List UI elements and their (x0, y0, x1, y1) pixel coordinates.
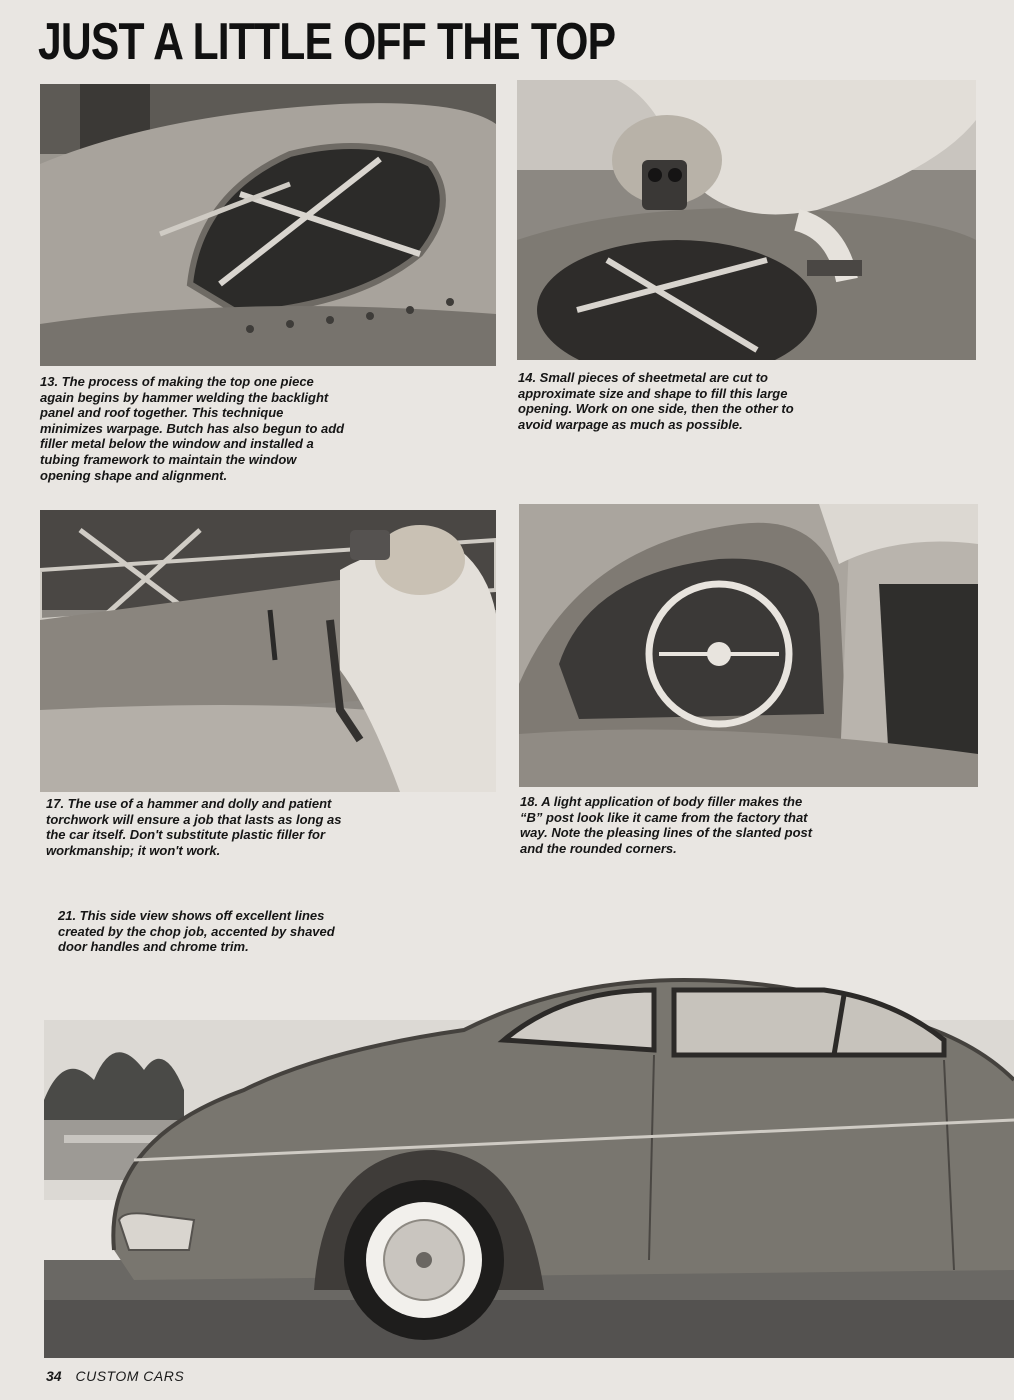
magazine-name: CUSTOM CARS (75, 1368, 185, 1384)
bleed-through-text (440, 460, 446, 486)
photo-18-b-post (519, 504, 978, 787)
caption-17: 17. The use of a hammer and dolly and patient torchwork will ensure a job that lasts as long as the car itself. Don't substitute plastic filler for workmanship; it won't work. (46, 796, 342, 858)
caption-14: 14. Small pieces of sheetmetal are cut to approximate size and shape to fill this large opening. Work on one side, then the other to avoid warpage as much as possible. (518, 370, 794, 432)
caption-18: 18. A light application of body filler makes the “B” post look like it came from the factory that way. Note the pleasing lines of the slanted post and the rounded corners. (520, 794, 813, 856)
photo-13-backlight-welding (40, 84, 496, 366)
page-footer (46, 1368, 184, 1384)
photo-14-sheetmetal-fitting (517, 80, 976, 360)
caption-21: 21. This side view shows off excellent lines created by the chop job, accented by shaved door handles and chrome trim. (58, 908, 335, 955)
page-number: 34 (46, 1368, 62, 1384)
photo-17-hammer-dolly (40, 510, 496, 792)
caption-13: 13. The process of making the top one piece again begins by hammer welding the backlight panel and roof together. This technique minimizes warpage. Butch has also begun to add filler metal below the window and installed a tubing framework to maintain the window opening shape and alignment. (40, 374, 345, 483)
photo-21-side-view (44, 960, 1014, 1358)
page-headline: JUST A LITTLE OFF THE TOP (38, 13, 616, 71)
